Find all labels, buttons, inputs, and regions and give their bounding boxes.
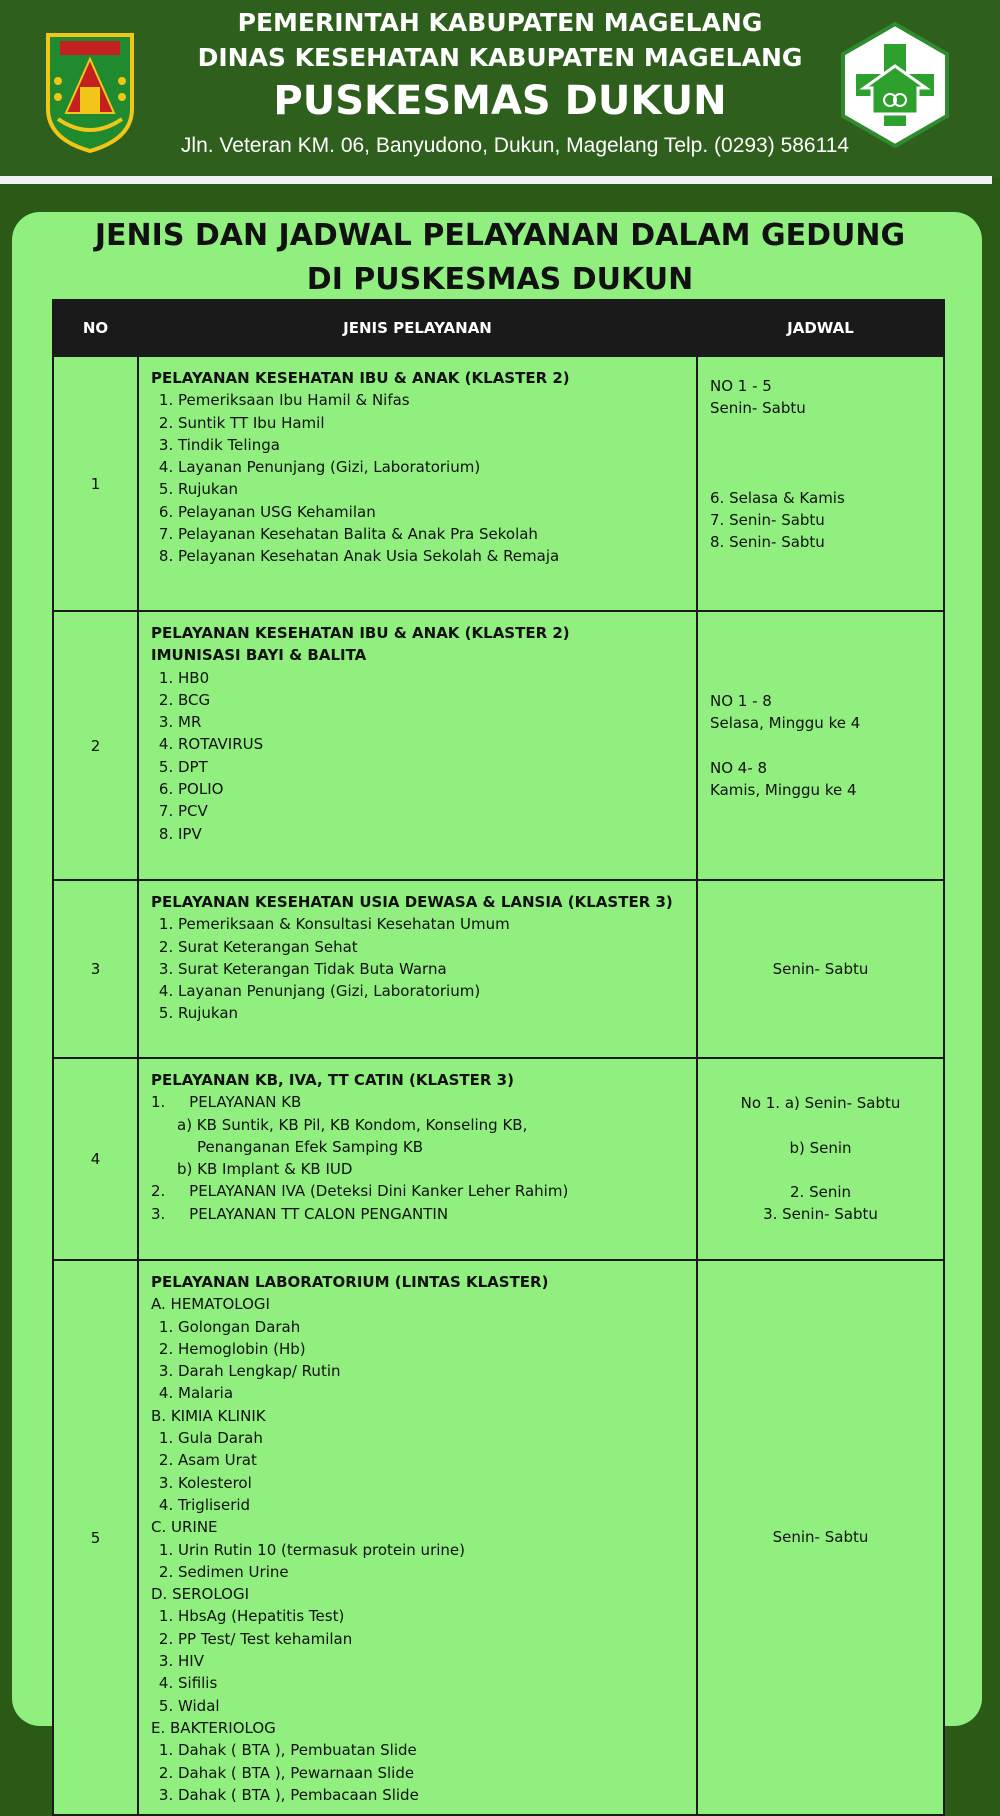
section-title: PELAYANAN KESEHATAN IBU & ANAK (KLASTER 2) — [151, 624, 570, 642]
table-row — [53, 880, 944, 1058]
table-header-row — [53, 300, 944, 356]
section-title: PELAYANAN KESEHATAN IBU & ANAK (KLASTER 2) — [151, 369, 570, 387]
list-item: 2. PP Test/ Test kehamilan — [178, 1628, 684, 1650]
service-cell — [138, 611, 697, 880]
kb-line: b) KB Implant & KB IUD — [177, 1160, 353, 1179]
schedule-line: Kamis, Minggu ke 4 — [710, 780, 857, 799]
schedule-line: Senin- Sabtu — [772, 1528, 869, 1547]
lab-test-list — [151, 1539, 684, 1584]
list-item: 2. BCG — [178, 689, 684, 711]
iva-line: 2. PELAYANAN IVA (Deteksi Dini Kanker Leher Rahim) — [151, 1182, 569, 1201]
header-address: Jln. Veteran KM. 06, Banyudono, Dukun, Magelang Telp. (0293) 586114 — [180, 134, 850, 157]
list-item: 5. Rujukan — [178, 1002, 684, 1024]
list-item: 6. POLIO — [178, 778, 684, 800]
schedule-line: b) Senin — [789, 1138, 852, 1157]
schedule-cell — [697, 356, 944, 611]
schedule-line: 7. Senin- Sabtu — [710, 510, 825, 529]
list-item: 4. Layanan Penunjang (Gizi, Laboratorium) — [178, 456, 684, 478]
title-line-1: JENIS DAN JADWAL PELAYANAN DALAM GEDUNG — [94, 218, 906, 253]
list-item: 2. Surat Keterangan Sehat — [178, 936, 684, 958]
service-cell — [138, 1260, 697, 1815]
list-item: 1. HbsAg (Hepatitis Test) — [178, 1605, 684, 1627]
puskesmas-logo-icon — [840, 22, 950, 148]
row-number: 5 — [53, 1260, 138, 1815]
service-cell — [138, 1058, 697, 1260]
schedule-cell — [697, 611, 944, 880]
title-line-2: DI PUSKESMAS DUKUN — [306, 262, 694, 297]
list-item: 1. HB0 — [178, 667, 684, 689]
kb-line: a) KB Suntik, KB Pil, KB Kondom, Konseling KB, — [177, 1115, 528, 1134]
page-title — [0, 214, 1000, 302]
list-item: 1. Urin Rutin 10 (termasuk protein urine) — [178, 1539, 684, 1561]
lab-test-list — [151, 1427, 684, 1516]
list-item: 3. Tindik Telinga — [178, 434, 684, 456]
schedule-line: 2. Senin — [789, 1183, 851, 1201]
lab-group-label: A. HEMATOLOGI — [151, 1295, 270, 1314]
section-subtitle: IMUNISASI BAYI & BALITA — [151, 646, 367, 665]
list-item: 7. PCV — [178, 800, 684, 822]
list-item: 3. Surat Keterangan Tidak Buta Warna — [178, 958, 684, 980]
schedule-line: Senin- Sabtu — [710, 399, 806, 418]
column-header-jenis: JENIS PELAYANAN — [138, 300, 697, 356]
lab-group-label: C. URINE — [151, 1518, 218, 1537]
list-item: 3. MR — [178, 711, 684, 733]
service-schedule-table — [52, 299, 945, 1816]
list-item: 1. Golongan Darah — [178, 1316, 684, 1338]
list-item: 3. HIV — [178, 1650, 684, 1672]
section-title: PELAYANAN KB, IVA, TT CATIN (KLASTER 3) — [151, 1071, 514, 1089]
column-header-no: NO — [53, 300, 138, 356]
list-item: 2. Asam Urat — [178, 1449, 684, 1471]
list-item: 6. Pelayanan USG Kehamilan — [178, 501, 684, 523]
table-row — [53, 1260, 944, 1815]
list-item: 1. Dahak ( BTA ), Pembuatan Slide — [178, 1739, 684, 1761]
lab-group-label: B. KIMIA KLINIK — [151, 1406, 266, 1425]
service-cell — [138, 356, 697, 611]
list-item: 5. DPT — [178, 756, 684, 778]
schedule-line: No 1. a) Senin- Sabtu — [740, 1094, 901, 1113]
schedule-line: Senin- Sabtu — [772, 959, 869, 978]
lab-group-label: E. BAKTERIOLOG — [151, 1718, 276, 1737]
service-list — [151, 389, 684, 567]
schedule-cell — [697, 1260, 944, 1815]
header-divider — [0, 176, 992, 184]
row-number: 1 — [53, 356, 138, 611]
list-item: 1. Pemeriksaan Ibu Hamil & Nifas — [178, 389, 684, 411]
schedule-line: 3. Senin- Sabtu — [763, 1205, 878, 1224]
list-item: 8. Pelayanan Kesehatan Anak Usia Sekolah & Remaja — [178, 545, 684, 567]
row-number: 2 — [53, 611, 138, 880]
schedule-cell — [697, 1058, 944, 1260]
schedule-line: 6. Selasa & Kamis — [710, 488, 845, 507]
lab-test-list — [151, 1605, 684, 1716]
service-cell — [138, 880, 697, 1058]
lab-test-list — [151, 1316, 684, 1405]
list-item: 5. Widal — [178, 1695, 684, 1717]
list-item: 3. Darah Lengkap/ Rutin — [178, 1360, 684, 1382]
list-item: 1. Pemeriksaan & Konsultasi Kesehatan Umum — [178, 913, 684, 935]
list-item: 4. Malaria — [178, 1382, 684, 1404]
column-header-jadwal: JADWAL — [697, 300, 944, 356]
row-number: 3 — [53, 880, 138, 1058]
schedule-cell — [697, 880, 944, 1058]
service-list — [151, 913, 684, 1024]
section-title: PELAYANAN LABORATORIUM (LINTAS KLASTER) — [151, 1273, 549, 1291]
kb-line: Penanganan Efek Samping KB — [197, 1137, 424, 1156]
list-item: 3. Kolesterol — [178, 1472, 684, 1494]
table-row — [53, 356, 944, 611]
table-row — [53, 1058, 944, 1260]
list-item: 5. Rujukan — [178, 478, 684, 500]
schedule-line: NO 1 - 8 — [710, 691, 772, 710]
list-item: 8. IPV — [178, 823, 684, 845]
kb-line: 1. PELAYANAN KB — [151, 1093, 302, 1112]
schedule-line: 8. Senin- Sabtu — [710, 533, 825, 552]
service-list — [151, 667, 684, 845]
table-row — [53, 611, 944, 880]
schedule-line: NO 1 - 5 — [710, 377, 772, 395]
list-item: 3. Dahak ( BTA ), Pembacaan Slide — [178, 1784, 684, 1806]
list-item: 4. Sifilis — [178, 1672, 684, 1694]
header-line-dinas: DINAS KESEHATAN KABUPATEN MAGELANG — [197, 43, 803, 72]
list-item: 2. Suntik TT Ibu Hamil — [178, 412, 684, 434]
header-line-government: PEMERINTAH KABUPATEN MAGELANG — [237, 8, 763, 37]
tt-line: 3. PELAYANAN TT CALON PENGANTIN — [151, 1204, 449, 1223]
header-banner — [0, 0, 1000, 178]
schedule-line: Selasa, Minggu ke 4 — [710, 714, 861, 733]
lab-test-list — [151, 1739, 684, 1806]
list-item: 2. Dahak ( BTA ), Pewarnaan Slide — [178, 1762, 684, 1784]
list-item: 2. Sedimen Urine — [178, 1561, 684, 1583]
list-item: 4. Trigliserid — [178, 1494, 684, 1516]
list-item: 7. Pelayanan Kesehatan Balita & Anak Pra Sekolah — [178, 523, 684, 545]
section-title: PELAYANAN KESEHATAN USIA DEWASA & LANSIA (KLASTER 3) — [151, 893, 673, 911]
schedule-line: NO 4- 8 — [710, 758, 768, 777]
header-line-puskesmas: PUSKESMAS DUKUN — [273, 78, 727, 124]
list-item: 1. Gula Darah — [178, 1427, 684, 1449]
lab-group-label: D. SEROLOGI — [151, 1585, 249, 1604]
list-item: 4. ROTAVIRUS — [178, 733, 684, 755]
list-item: 2. Hemoglobin (Hb) — [178, 1338, 684, 1360]
list-item: 4. Layanan Penunjang (Gizi, Laboratorium) — [178, 980, 684, 1002]
row-number: 4 — [53, 1058, 138, 1260]
